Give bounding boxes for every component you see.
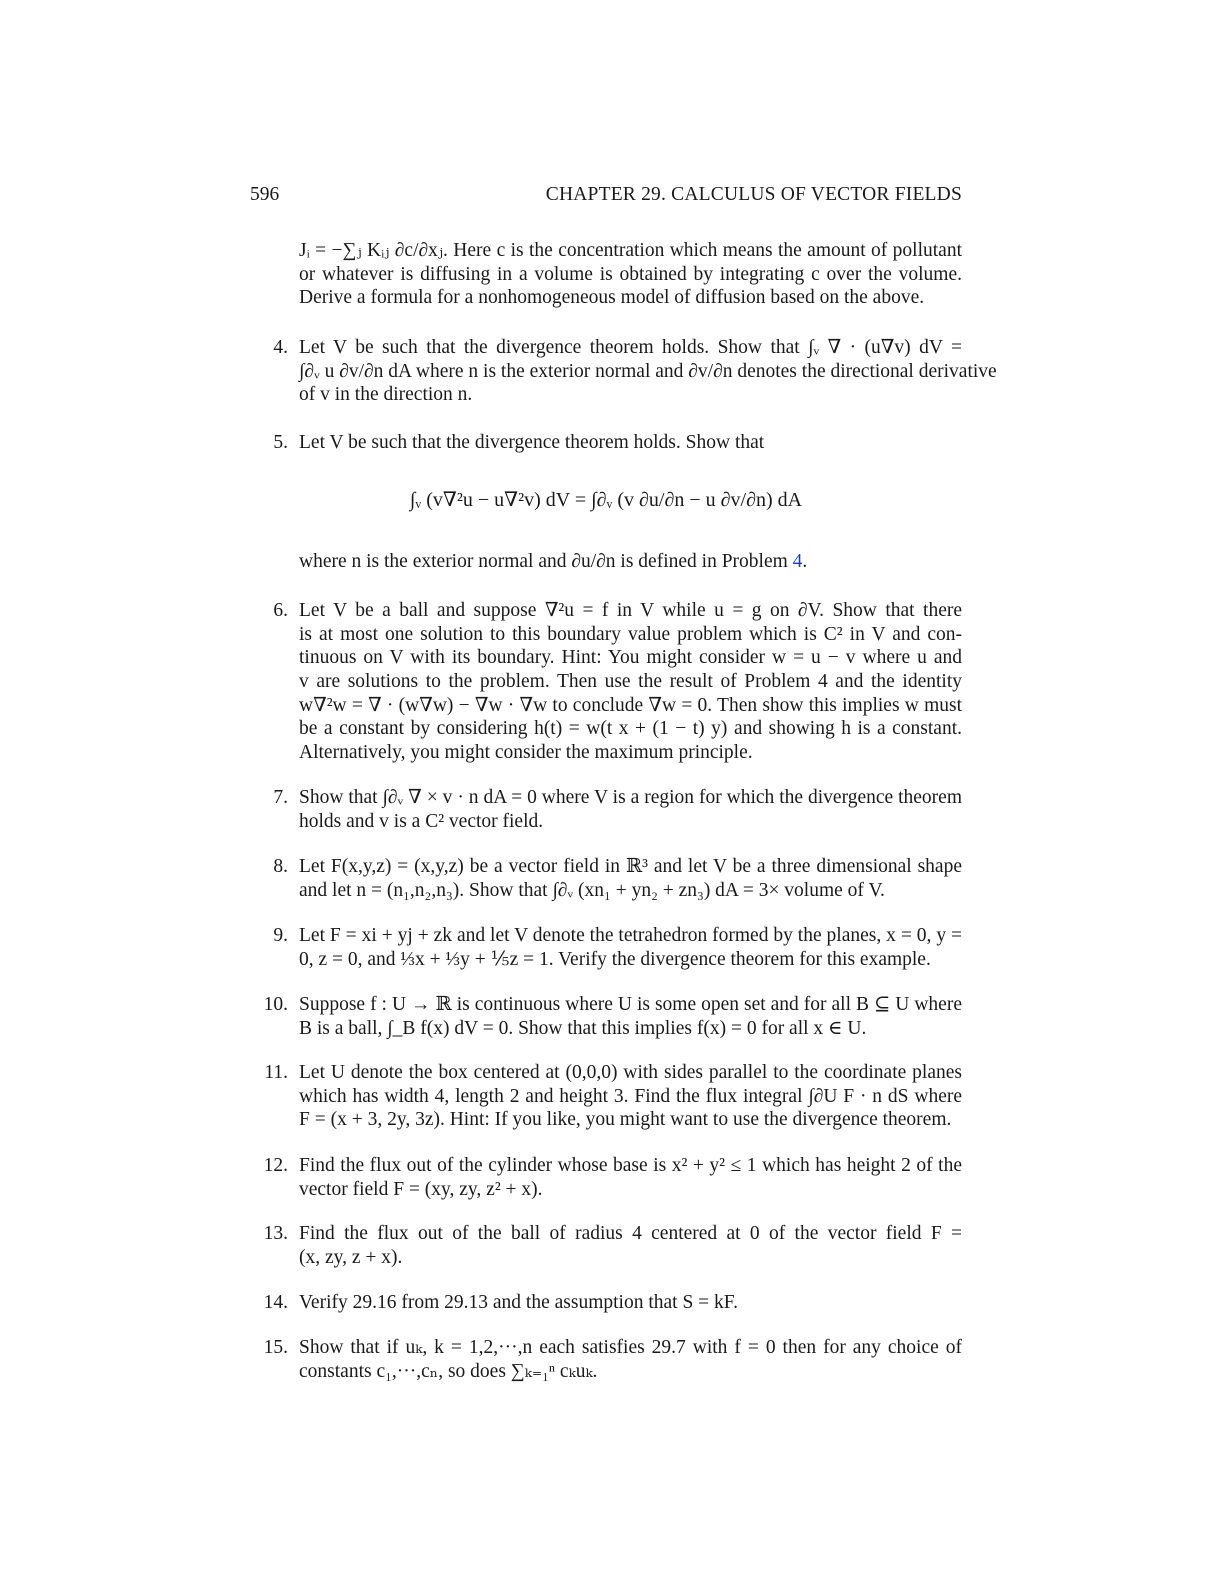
text-line: F = (x + 3, 2y, 3z). Hint: If you like, you might want to use the divergence theorem. — [299, 1109, 952, 1131]
text-span: . — [802, 551, 808, 572]
text-line: Jᵢ = −∑ⱼ Kᵢⱼ ∂c/∂xⱼ. Here c is the concentration which means the amount of pollutant — [299, 240, 962, 261]
problem-number: 13. — [263, 1223, 288, 1244]
problem-number: 8. — [273, 856, 288, 877]
text-line: which has width 4, length 2 and height 3. Find the flux integral ∫∂U F · n dS where — [299, 1085, 962, 1107]
problem-number: 11. — [264, 1062, 288, 1083]
text-line: of v in the direction n. — [299, 384, 473, 406]
text-line: holds and v is a C² vector field. — [299, 810, 544, 832]
text-line: constants c₁,···,cₙ, so does ∑ₖ₌₁ⁿ cₖuₖ. — [299, 1360, 598, 1382]
problem-number: 6. — [273, 600, 288, 621]
intro-paragraph — [299, 239, 962, 310]
text-line: Let V be a ball and suppose ∇²u = f in V while u = g on ∂V. Show that there — [299, 600, 962, 621]
text-line: 0, z = 0, and ⅓x + ⅓y + ⅕z = 1. Verify the divergence theorem for this example. — [299, 948, 931, 970]
problem-number: 15. — [263, 1337, 288, 1358]
chapter-title: CHAPTER 29. CALCULUS OF VECTOR FIELDS — [545, 184, 962, 205]
text-line: Find the flux out of the cylinder whose base is x² + y² ≤ 1 which has height 2 of the — [299, 1155, 962, 1176]
page — [250, 0, 997, 1584]
text-line: Let V be such that the divergence theorem holds. Show that — [299, 432, 765, 453]
text-line: is at most one solution to this boundary value problem which is C² in V and con- — [299, 623, 962, 645]
text-line — [299, 550, 962, 574]
problem-number: 7. — [273, 787, 288, 808]
text-line: w∇²w = ∇ · (w∇w) − ∇w · ∇w to conclude ∇w = 0. Then show this implies w must — [299, 694, 962, 716]
text-line: Alternatively, you might consider the maximum principle. — [299, 742, 753, 764]
text-line: Derive a formula for a nonhomogeneous model of diffusion based on the above. — [299, 287, 925, 309]
text-line: Find the flux out of the ball of radius 4 centered at 0 of the vector field F = — [299, 1223, 962, 1244]
problem-reference-link[interactable]: 4 — [792, 551, 803, 572]
text-line: Show that ∫∂ᵥ ∇ × v · n dA = 0 where V is a region for which the divergence theorem — [299, 787, 962, 808]
text-line: Let F = xi + yj + zk and let V denote the tetrahedron formed by the planes, x = 0, y = — [299, 925, 962, 946]
text-line: (x, zy, z + x). — [299, 1246, 403, 1268]
problem-number: 5. — [273, 432, 288, 453]
text-line: Let U denote the box centered at (0,0,0) with sides parallel to the coordinate planes — [299, 1062, 962, 1083]
text-line: Let F(x,y,z) = (x,y,z) be a vector field in ℝ³ and let V be a three dimensional shape — [299, 856, 962, 877]
text-line: or whatever is diffusing in a volume is obtained by integrating c over the volume. — [299, 263, 962, 285]
text-line: and let n = (n₁,n₂,n₃). Show that ∫∂ᵥ (xn₁ + yn₂ + zn₃) dA = 3× volume of V. — [299, 879, 885, 901]
text-line: tinuous on V with its boundary. Hint: You might consider w = u − v where u and — [299, 647, 962, 669]
text-line: Verify 29.16 from 29.13 and the assumption that S = kF. — [299, 1292, 738, 1313]
problem-number: 14. — [263, 1292, 288, 1313]
text-line: be a constant by considering h(t) = w(t x + (1 − t) y) and showing h is a constant. — [299, 718, 962, 740]
text-line: B is a ball, ∫_B f(x) dV = 0. Show that this implies f(x) = 0 for all x ∈ U. — [299, 1017, 867, 1039]
problem-number: 12. — [263, 1155, 288, 1176]
problem-number: 10. — [263, 994, 288, 1015]
text-line: v are solutions to the problem. Then use the result of Problem 4 and the identity — [299, 671, 962, 693]
text-line: ∫∂ᵥ u ∂v/∂n dA where n is the exterior normal and ∂v/∂n denotes the directional derivative — [299, 360, 997, 382]
page-number: 596 — [250, 184, 280, 205]
text-line: Show that if uₖ, k = 1,2,···,n each satisfies 29.7 with f = 0 then for any choice of — [299, 1337, 962, 1358]
problem-number: 9. — [273, 925, 288, 946]
text-line: vector field F = (xy, zy, z² + x). — [299, 1178, 543, 1200]
text-line: Suppose f : U → ℝ is continuous where U is some open set and for all B ⊆ U where — [299, 994, 962, 1015]
text-span: where n is the exterior normal and ∂u/∂n is defined in Problem — [299, 551, 793, 572]
text-line: Let V be such that the divergence theorem holds. Show that ∫ᵥ ∇ · (u∇v) dV = — [299, 337, 962, 358]
problem-number: 4. — [273, 337, 288, 358]
display-equation: ∫ᵥ (v∇²u − u∇²v) dV = ∫∂ᵥ (v ∂u/∂n − u ∂v/∂n) dA — [409, 489, 803, 511]
